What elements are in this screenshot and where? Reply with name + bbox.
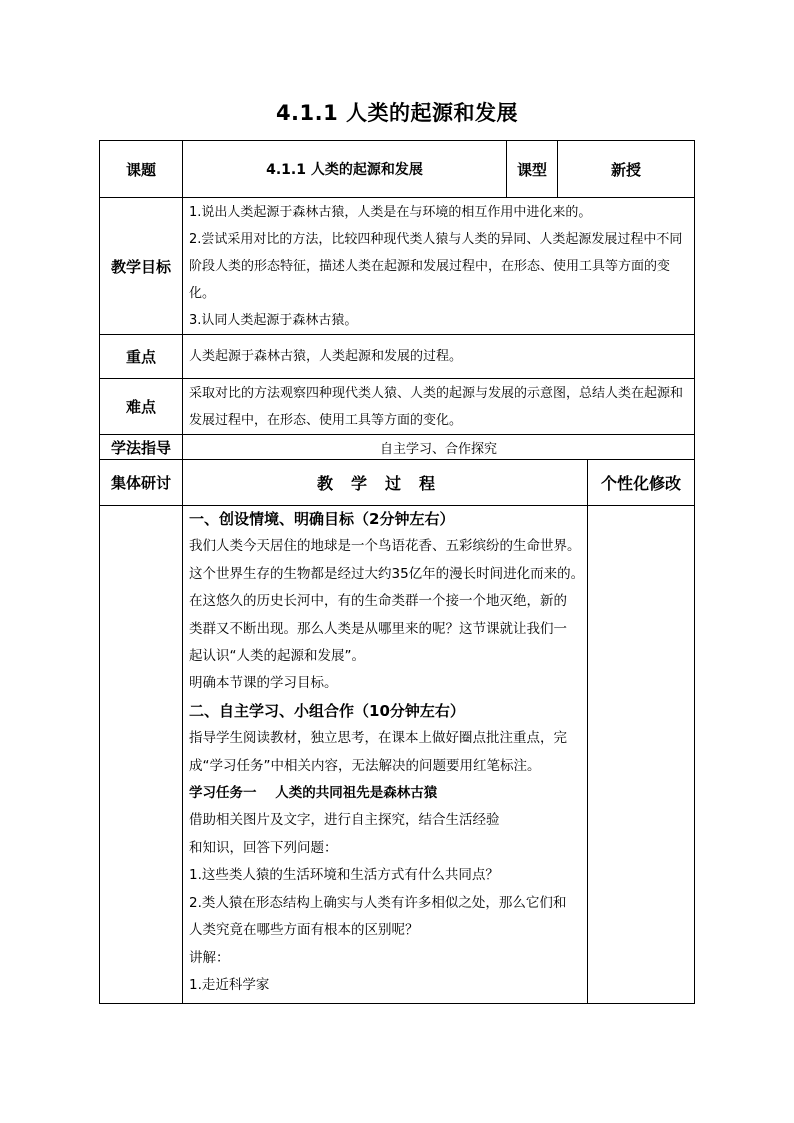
text-line: 指导学生阅读教材，独立思考，在课本上做好圈点批注重点，完 [189,730,567,747]
process-header-row [100,460,695,506]
text-line: 类群又不断出现。那么人类是从哪里来的呢？这节课就让我们一 [189,620,567,637]
text-line: 成“学习任务”中相关内容，无法解决的问题要用红笔标注。 [189,757,541,774]
text-line: 这个世界生存的生物都是经过大约35亿年的漫长时间进化而来的。 [189,565,585,582]
method-label: 学法指导 [100,435,183,460]
process-content [183,506,588,1004]
text-line: 和知识，回答下列问题： [189,839,338,856]
text-line: 我们人类今天居住的地球是一个鸟语花香、五彩缤纷的生命世界。 [189,538,581,555]
group-study-cell [100,506,183,1004]
goals-label: 教学目标 [100,198,183,335]
task-1-title: 学习任务一 人类的共同祖先是森林古猿 [189,785,438,802]
process-body-row [100,506,695,1004]
text-line: 在这悠久的历史长河中，有的生命类群一个接一个地灭绝，新的 [189,593,567,610]
text-line: 人类究竟在哪些方面有根本的区别呢？ [189,922,419,939]
lesson-plan-table [99,140,695,1004]
goal-item: 1.说出人类起源于森林古猿，人类是在与环境的相互作用中进化来的。 [189,204,592,220]
text-line: 1.走近科学家 [189,976,270,993]
topic-label: 课题 [100,141,183,198]
goal-item: 3.认同人类起源于森林古猿。 [189,312,358,328]
topic-row [100,141,695,198]
document-title: 4.1.1 人类的起源和发展 [275,101,519,125]
text-line: 1.这些类人猿的生活环境和生活方式有什么共同点？ [189,867,499,884]
topic-value: 4.1.1 人类的起源和发展 [183,141,507,198]
type-value: 新授 [558,141,695,198]
goals-content [183,198,695,335]
key-label: 重点 [100,335,183,379]
text-line: 起认识“人类的起源和发展”。 [189,648,365,665]
process-label: 教学过程 [183,460,588,506]
personal-edit-label: 个性化修改 [588,460,695,506]
goals-row [100,198,695,335]
section-1-title: 一、创设情境、明确目标（2分钟左右） [189,510,455,528]
section-2-title: 二、自主学习、小组合作（10分钟左右） [189,701,465,720]
difficulty-value: 采取对比的方法观察四种现代类人猿、人类的起源与发展的示意图，总结人类在起源和发展过程中，在形态、使用工具等方面的变化。 [183,379,695,435]
key-row [100,335,695,379]
text-line: 明确本节课的学习目标。 [189,675,338,692]
text-line: 2.类人猿在形态结构上确实与人类有许多相似之处，那么它们和 [189,894,567,911]
text-line: 讲解： [189,949,230,966]
difficulty-label: 难点 [100,379,183,435]
group-study-label: 集体研讨 [100,460,183,506]
method-value: 自主学习、合作探究 [183,435,695,460]
goal-item: 2.尝试采用对比的方法，比较四种现代类人猿与人类的异同、人类起源发展过程中不同阶段人类的形态特征，描述人类在起源和发展过程中，在形态、使用工具等方面的变化。 [189,231,683,301]
text-line: 借助相关图片及文字，进行自主探究，结合生活经验 [189,812,500,829]
type-label: 课型 [507,141,558,198]
difficulty-row [100,379,695,435]
method-row [100,435,695,460]
personal-edit-cell [588,506,695,1004]
key-value: 人类起源于森林古猿，人类起源和发展的过程。 [183,335,695,379]
